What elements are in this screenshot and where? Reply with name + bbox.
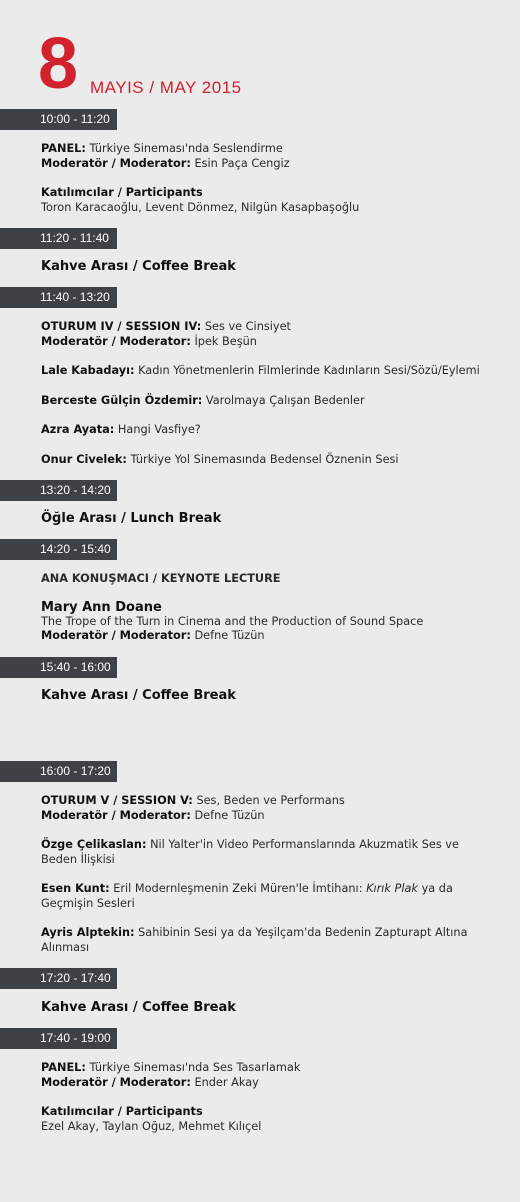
lunch-break: Öğle Arası / Lunch Break bbox=[41, 511, 222, 526]
time-bar-6: 15:40 - 16:00 bbox=[0, 657, 117, 678]
session-label: OTURUM IV / SESSION IV: bbox=[41, 320, 202, 333]
speaker: Berceste Gülçin Özdemir: bbox=[41, 393, 203, 407]
participants-label: Katılımcılar / Participants bbox=[41, 1105, 203, 1118]
talk-item bbox=[41, 926, 500, 955]
talk-item bbox=[41, 453, 500, 468]
session-label: OTURUM V / SESSION V: bbox=[41, 794, 193, 807]
talk-title: Eril Modernleşmenin Zeki Müren'le İmtihanı: bbox=[113, 882, 363, 895]
keynote-title: The Trope of the Turn in Cinema and the Production of Sound Space bbox=[41, 614, 424, 628]
talk-item bbox=[41, 423, 500, 438]
session-title: Ses, Beden ve Performans bbox=[196, 794, 345, 807]
time-bar-4: 13:20 - 14:20 bbox=[0, 480, 117, 501]
talk-title-cont: Beden İlişkisi bbox=[41, 852, 115, 866]
keynote bbox=[41, 572, 500, 644]
talk-title: Sahibinin Sesi ya da Yeşilçam'da Bedenin Zapturapt Altına bbox=[138, 926, 468, 939]
moderator-label: Moderatör / Moderator: bbox=[41, 334, 191, 348]
talk-item bbox=[41, 838, 500, 867]
panel-label: PANEL: bbox=[41, 1061, 86, 1074]
panel-title: Türkiye Sineması'nda Seslendirme bbox=[89, 142, 283, 155]
speaker: Esen Kunt: bbox=[41, 882, 110, 895]
time-bar-1: 10:00 - 11:20 bbox=[0, 109, 117, 130]
time-bar-2: 11:20 - 11:40 bbox=[0, 228, 117, 249]
panel-1 bbox=[41, 142, 500, 215]
panel-label: PANEL: bbox=[41, 142, 86, 155]
speaker: Özge Çelikaslan: bbox=[41, 838, 147, 851]
talk-title-end: ya da bbox=[421, 882, 453, 895]
moderator-label: Moderatör / Moderator: bbox=[41, 1075, 191, 1089]
month-year: MAYIS / MAY 2015 bbox=[90, 78, 242, 97]
coffee-break-1: Kahve Arası / Coffee Break bbox=[41, 259, 236, 274]
participants-names: Toron Karacaoğlu, Levent Dönmez, Nilgün Kasapbaşoğlu bbox=[41, 200, 360, 214]
time-bar-8: 17:20 - 17:40 bbox=[0, 968, 117, 989]
speaker: Onur Civelek: bbox=[41, 452, 127, 466]
moderator-name: İpek Beşün bbox=[194, 334, 257, 348]
panel-title: Türkiye Sineması'nda Ses Tasarlamak bbox=[89, 1061, 301, 1074]
time-bar-3: 11:40 - 13:20 bbox=[0, 287, 117, 308]
panel-2 bbox=[41, 1061, 500, 1134]
time-bar-5: 14:20 - 15:40 bbox=[0, 539, 117, 560]
talk-title: Varolmaya Çalışan Bedenler bbox=[205, 393, 365, 407]
talk-title-cont: Alınması bbox=[41, 940, 90, 954]
moderator-name: Esin Paça Cengiz bbox=[194, 156, 290, 170]
participants-names: Ezel Akay, Taylan Oğuz, Mehmet Kılıçel bbox=[41, 1119, 262, 1133]
moderator-name: Defne Tüzün bbox=[194, 808, 265, 822]
speaker: Lale Kabadayı: bbox=[41, 364, 135, 377]
talk-item bbox=[41, 882, 500, 911]
participants-label: Katılımcılar / Participants bbox=[41, 186, 203, 199]
session-5 bbox=[41, 794, 500, 955]
moderator-name: Ender Akay bbox=[194, 1075, 259, 1089]
coffee-break-3: Kahve Arası / Coffee Break bbox=[41, 1000, 236, 1015]
moderator-label: Moderatör / Moderator: bbox=[41, 808, 191, 822]
talk-item bbox=[41, 364, 500, 379]
talk-title-italic: Kırık Plak bbox=[366, 882, 418, 895]
talk-item bbox=[41, 394, 500, 409]
talk-title: Kadın Yönetmenlerin Filmlerinde Kadınların Sesi/Sözü/Eylemi bbox=[138, 364, 480, 377]
speaker: Azra Ayata: bbox=[41, 423, 115, 436]
keynote-speaker: Mary Ann Doane bbox=[41, 599, 162, 615]
keynote-label: ANA KONUŞMACI / KEYNOTE LECTURE bbox=[41, 572, 281, 585]
time-bar-7: 16:00 - 17:20 bbox=[0, 761, 117, 782]
time-bar-9: 17:40 - 19:00 bbox=[0, 1028, 117, 1049]
day-number: 8 bbox=[38, 24, 77, 104]
moderator-label: Moderatör / Moderator: bbox=[41, 629, 191, 642]
coffee-break-2: Kahve Arası / Coffee Break bbox=[41, 688, 236, 703]
session-title: Ses ve Cinsiyet bbox=[204, 320, 291, 333]
talk-title: Nil Yalter'in Video Performanslarında Akuzmatik Ses ve bbox=[150, 838, 459, 851]
speaker: Ayris Alptekin: bbox=[41, 926, 135, 939]
talk-title: Hangi Vasfiye? bbox=[117, 423, 201, 436]
talk-title: Türkiye Yol Sinemasında Bedensel Öznenin Sesi bbox=[130, 452, 399, 466]
date-header bbox=[0, 0, 520, 110]
moderator-label: Moderatör / Moderator: bbox=[41, 156, 191, 170]
session-4 bbox=[41, 320, 500, 467]
talk-title-cont: Geçmişin Sesleri bbox=[41, 896, 135, 910]
moderator-name: Defne Tüzün bbox=[194, 629, 265, 642]
